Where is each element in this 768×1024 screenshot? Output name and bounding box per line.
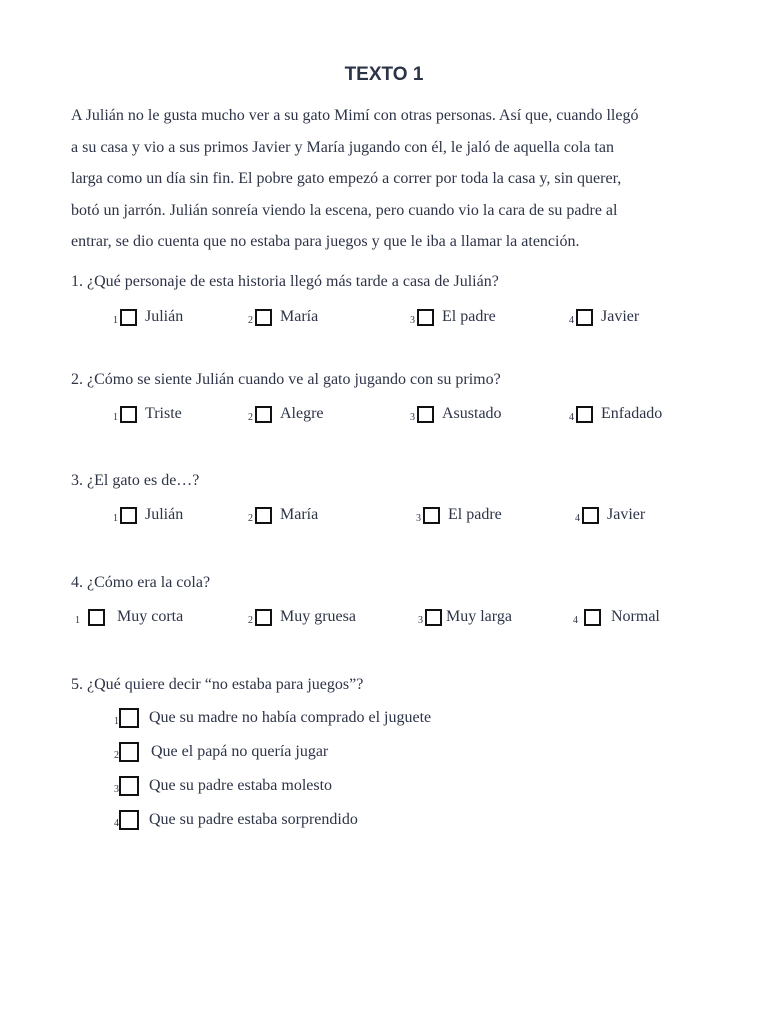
option-label: Que el papá no quería jugar [151,743,329,760]
option-number: 1 [113,314,118,326]
q3-option-4[interactable] [575,504,645,526]
q2-option-2[interactable] [248,403,324,425]
q4-option-2[interactable] [248,606,356,628]
checkbox[interactable] [417,309,434,326]
option-label: Javier [607,506,646,523]
q2-option-3[interactable] [410,403,502,425]
option-number: 4 [114,817,119,829]
option-label: Asustado [442,405,502,422]
page-title: TEXTO 1 [344,64,424,85]
q4-option-1[interactable] [75,606,183,628]
option-number: 4 [575,512,580,524]
option-number: 2 [248,314,253,326]
q1-option-4[interactable] [569,306,639,328]
option-number: 1 [75,614,80,626]
checkbox[interactable] [119,708,139,728]
checkbox[interactable] [255,309,272,326]
option-number: 3 [416,512,421,524]
option-label: Muy larga [446,608,512,625]
option-label: Triste [145,405,182,422]
checkbox[interactable] [255,406,272,423]
question-3: 3. ¿El gato es de…? [71,472,200,489]
q4-option-4[interactable] [573,606,660,628]
checkbox[interactable] [576,406,593,423]
option-number: 4 [569,314,574,326]
question-1: 1. ¿Qué personaje de esta historia llegó más tarde a casa de Julián? [71,273,499,290]
q2-option-4[interactable] [569,403,662,425]
checkbox[interactable] [119,776,139,796]
option-number: 3 [418,614,423,626]
checkbox[interactable] [582,507,599,524]
option-number: 4 [573,614,578,626]
option-label: Que su padre estaba sorprendido [149,811,358,828]
checkbox[interactable] [584,609,601,626]
option-number: 3 [114,783,119,795]
q3-option-2[interactable] [248,504,318,526]
checkbox[interactable] [255,507,272,524]
option-label: Normal [611,608,660,625]
option-number: 3 [410,314,415,326]
checkbox[interactable] [120,309,137,326]
option-number: 2 [248,411,253,423]
checkbox[interactable] [120,406,137,423]
checkbox[interactable] [425,609,442,626]
q5-option-1[interactable] [114,707,431,729]
option-number: 3 [410,411,415,423]
option-label: El padre [448,506,502,523]
checkbox[interactable] [576,309,593,326]
option-number: 4 [569,411,574,423]
q1-option-1[interactable] [113,306,183,328]
q3-option-3[interactable] [416,504,502,526]
option-label: El padre [442,308,496,325]
option-number: 2 [114,749,119,761]
option-label: Javier [601,308,640,325]
checkbox[interactable] [120,507,137,524]
option-label: Julián [145,506,184,523]
reading-passage [71,100,711,258]
checkbox[interactable] [417,406,434,423]
option-number: 2 [248,512,253,524]
q5-option-4[interactable] [114,809,358,831]
q2-option-1[interactable] [113,403,182,425]
checkbox[interactable] [255,609,272,626]
q3-option-1[interactable] [113,504,183,526]
option-label: Julián [145,308,184,325]
passage-line: larga como un día sin fin. El pobre gato empezó a correr por toda la casa y, sin querer, [71,170,622,187]
q1-option-2[interactable] [248,306,318,328]
question-5: 5. ¿Qué quiere decir “no estaba para juegos”? [71,676,364,693]
option-label: María [280,308,319,325]
option-label: Muy gruesa [280,608,356,625]
passage-line: a su casa y vio a sus primos Javier y María jugando con él, le jaló de aquella cola tan [71,138,614,156]
checkbox[interactable] [119,742,139,762]
option-label: Enfadado [601,405,663,422]
passage-line: botó un jarrón. Julián sonreía viendo la escena, pero cuando vio la cara de su padre al [71,201,618,219]
q5-option-2[interactable] [114,741,328,763]
q5-option-3[interactable] [114,775,332,797]
q1-option-3[interactable] [410,306,496,328]
option-label: Que su madre no había comprado el juguete [149,709,432,726]
option-label: Que su padre estaba molesto [149,777,333,794]
passage-line: A Julián no le gusta mucho ver a su gato Mimí con otras personas. Así que, cuando llegó [71,107,639,124]
checkbox[interactable] [423,507,440,524]
option-label: Alegre [280,405,324,422]
option-number: 2 [248,614,253,626]
passage-line: entrar, se dio cuenta que no estaba para juegos y que le iba a llamar la atención. [71,233,580,250]
option-number: 1 [113,512,118,524]
option-number: 1 [113,411,118,423]
option-label: María [280,506,319,523]
q4-option-3[interactable] [418,606,512,628]
option-label: Muy corta [117,608,184,625]
question-4: 4. ¿Cómo era la cola? [71,574,211,591]
checkbox[interactable] [119,810,139,830]
checkbox[interactable] [88,609,105,626]
question-2: 2. ¿Cómo se siente Julián cuando ve al gato jugando con su primo? [71,371,501,388]
option-number: 1 [114,715,119,727]
